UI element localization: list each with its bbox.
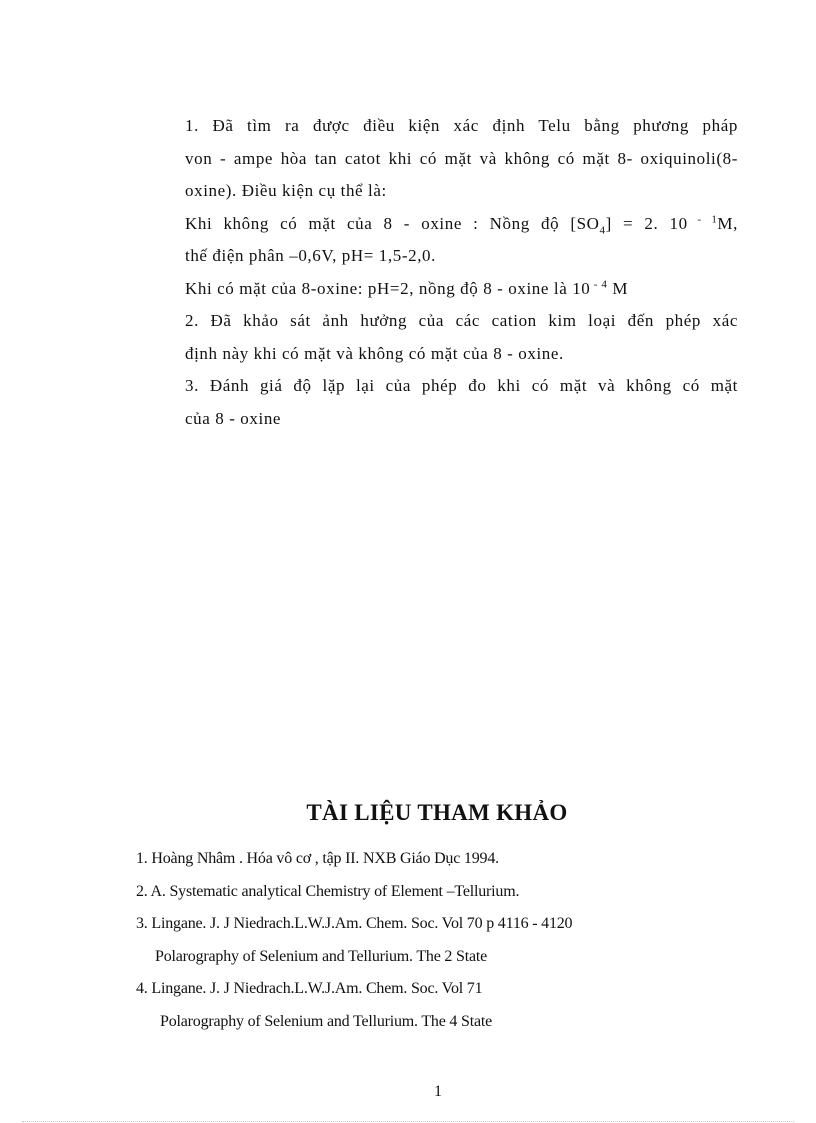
text-line: thế điện phân –0,6V, pH= 1,5-2,0. [185, 246, 436, 265]
text-fragment: M [607, 278, 629, 298]
reference-item: 3. Lingane. J. J Niedrach.L.W.J.Am. Chem. Soc. Vol 70 p 4116 - 4120 [136, 915, 573, 932]
reference-item: 1. Hoàng Nhâm . Hóa vô cơ , tập II. NXB Giáo Dục 1994. [136, 850, 499, 867]
reference-item-continuation: Polarography of Selenium and Tellurium. The 4 State [160, 1012, 493, 1030]
text-line: 2. Đã khảo sát ảnh hưởng của các cation kim loại đến phép xác [185, 311, 738, 330]
condition-without-oxine [136, 208, 738, 273]
text-line: oxine). Điều kiện cụ thể là: [185, 181, 387, 200]
reference-item: 4. Lingane. J. J Niedrach.L.W.J.Am. Chem. Soc. Vol 71 [136, 980, 483, 997]
references-heading: TÀI LIỆU THAM KHẢO [306, 800, 568, 825]
text-fragment: M, [717, 213, 738, 233]
text-line: định này khi có mặt và không có mặt của 8 - oxine. [185, 343, 564, 363]
text-line [136, 273, 738, 306]
subscript: 4 [599, 223, 606, 236]
text-fragment: Khi không có mặt của 8 - oxine : Nồng độ [SO [185, 213, 600, 233]
superscript: - 4 [590, 277, 608, 290]
text-fragment: ] = 2. 10 [605, 213, 688, 233]
text-line [136, 208, 738, 241]
footer-divider [22, 1121, 794, 1122]
text-line: của 8 - oxine [185, 408, 282, 428]
conclusion-item-1 [136, 110, 738, 208]
superscript: - 1 [687, 212, 718, 225]
conclusions-section [136, 110, 738, 435]
page-number: 1 [434, 1083, 442, 1100]
conclusion-item-3 [136, 370, 738, 435]
text-line: von - ampe hòa tan catot khi có mặt và không có mặt 8- oxiquinoli(8- [185, 148, 738, 168]
text-fragment: Khi có mặt của 8-oxine: pH=2, nồng độ 8 - oxine là 10 [185, 278, 591, 298]
condition-with-oxine [136, 273, 738, 306]
text-line: 3. Đánh giá độ lặp lại của phép đo khi có mặt và không có mặt [185, 376, 738, 395]
references-list [136, 843, 756, 1038]
text-line: 1. Đã tìm ra được điều kiện xác định Telu bằng phương pháp [185, 116, 738, 135]
conclusion-item-2 [136, 305, 738, 370]
reference-item: 2. A. Systematic analytical Chemistry of Element –Tellurium. [136, 882, 520, 900]
reference-item-continuation: Polarography of Selenium and Tellurium. The 2 State [155, 947, 488, 965]
